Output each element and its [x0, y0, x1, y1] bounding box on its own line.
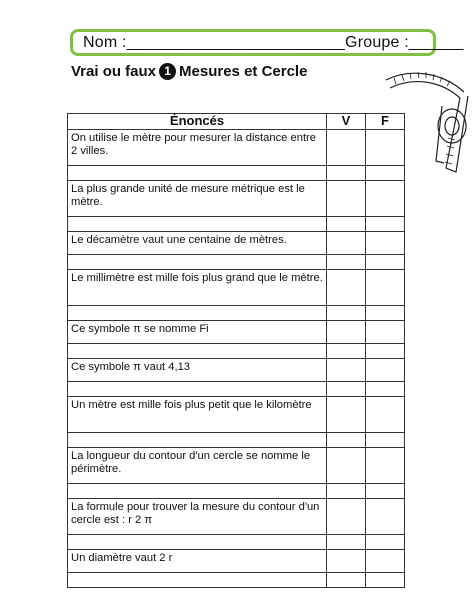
spacer-cell — [366, 166, 405, 181]
spacer-cell — [366, 573, 405, 588]
spacer-cell — [327, 306, 366, 321]
statement-text: Le millimètre est mille fois plus grand que le mètre. — [68, 270, 327, 306]
answer-cell-true[interactable] — [327, 181, 366, 217]
spacer-row — [68, 306, 405, 321]
statement-text: La longueur du contour d'un cercle se nomme le périmètre. — [68, 448, 327, 484]
spacer-row — [68, 484, 405, 499]
name-field-label[interactable]: Nom :________________________ — [83, 33, 346, 51]
answer-cell-false[interactable] — [366, 181, 405, 217]
spacer-cell — [366, 344, 405, 359]
answer-cell-false[interactable] — [366, 270, 405, 306]
spacer-row — [68, 255, 405, 270]
statement-row — [68, 499, 405, 535]
statement-row — [68, 232, 405, 255]
statement-row — [68, 130, 405, 166]
group-field-label[interactable]: Groupe :______ — [345, 33, 464, 51]
statement-text: Un diamètre vaut 2 r — [68, 550, 327, 573]
spacer-cell — [68, 382, 327, 397]
answer-cell-false[interactable] — [366, 550, 405, 573]
spacer-row — [68, 382, 405, 397]
spacer-cell — [366, 217, 405, 232]
spacer-cell — [327, 573, 366, 588]
answer-cell-true[interactable] — [327, 321, 366, 344]
spacer-row — [68, 166, 405, 181]
spacer-cell — [327, 535, 366, 550]
statement-row — [68, 321, 405, 344]
answer-cell-true[interactable] — [327, 270, 366, 306]
spacer-cell — [366, 255, 405, 270]
spacer-cell — [327, 217, 366, 232]
spacer-row — [68, 433, 405, 448]
column-header-statements: Énoncés — [68, 114, 327, 130]
statement-text: La formule pour trouver la mesure du contour d'un cercle est : r 2 π — [68, 499, 327, 535]
statement-row — [68, 448, 405, 484]
spacer-cell — [68, 166, 327, 181]
statement-row — [68, 550, 405, 573]
statement-text: Ce symbole π se nomme Fi — [68, 321, 327, 344]
answer-cell-true[interactable] — [327, 397, 366, 433]
spacer-cell — [68, 535, 327, 550]
spacer-cell — [68, 484, 327, 499]
true-false-table — [67, 113, 405, 588]
spacer-cell — [366, 382, 405, 397]
spacer-cell — [68, 433, 327, 448]
column-header-true: V — [327, 114, 366, 130]
name-group-box — [70, 29, 464, 56]
answer-cell-false[interactable] — [366, 130, 405, 166]
spacer-cell — [68, 217, 327, 232]
statement-text: La plus grande unité de mesure métrique est le mètre. — [68, 181, 327, 217]
spacer-cell — [327, 166, 366, 181]
spacer-cell — [327, 382, 366, 397]
spacer-cell — [327, 255, 366, 270]
spacer-cell — [68, 255, 327, 270]
answer-cell-true[interactable] — [327, 550, 366, 573]
answer-cell-true[interactable] — [327, 359, 366, 382]
number-badge: 1 — [159, 63, 176, 80]
spacer-cell — [366, 535, 405, 550]
column-header-false: F — [366, 114, 405, 130]
answer-cell-false[interactable] — [366, 321, 405, 344]
statement-row — [68, 270, 405, 306]
spacer-cell — [366, 433, 405, 448]
answer-cell-false[interactable] — [366, 232, 405, 255]
answer-cell-true[interactable] — [327, 232, 366, 255]
spacer-cell — [68, 573, 327, 588]
spacer-cell — [68, 306, 327, 321]
spacer-cell — [327, 344, 366, 359]
statement-row — [68, 181, 405, 217]
worksheet-title — [71, 60, 307, 82]
statement-text: Le décamètre vaut une centaine de mètres. — [68, 232, 327, 255]
answer-cell-true[interactable] — [327, 448, 366, 484]
statement-row — [68, 359, 405, 382]
statement-text: On utilise le mètre pour mesurer la distance entre 2 villes. — [68, 130, 327, 166]
spacer-cell — [327, 433, 366, 448]
answer-cell-true[interactable] — [327, 130, 366, 166]
answer-cell-false[interactable] — [366, 499, 405, 535]
title-prefix: Vrai ou faux — [71, 62, 157, 80]
spacer-cell — [68, 344, 327, 359]
spacer-row — [68, 344, 405, 359]
spacer-cell — [327, 484, 366, 499]
answer-cell-true[interactable] — [327, 499, 366, 535]
answer-cell-false[interactable] — [366, 359, 405, 382]
answer-cell-false[interactable] — [366, 448, 405, 484]
statement-text: Ce symbole π vaut 4,13 — [68, 359, 327, 382]
statement-row — [68, 397, 405, 433]
spacer-row — [68, 535, 405, 550]
spacer-row — [68, 217, 405, 232]
table-header-row — [68, 114, 405, 130]
answer-cell-false[interactable] — [366, 397, 405, 433]
spacer-row — [68, 573, 405, 588]
spacer-cell — [366, 484, 405, 499]
spacer-cell — [366, 306, 405, 321]
statement-text: Un mètre est mille fois plus petit que le kilomètre — [68, 397, 327, 433]
title-subject: Mesures et Cercle — [179, 62, 308, 80]
